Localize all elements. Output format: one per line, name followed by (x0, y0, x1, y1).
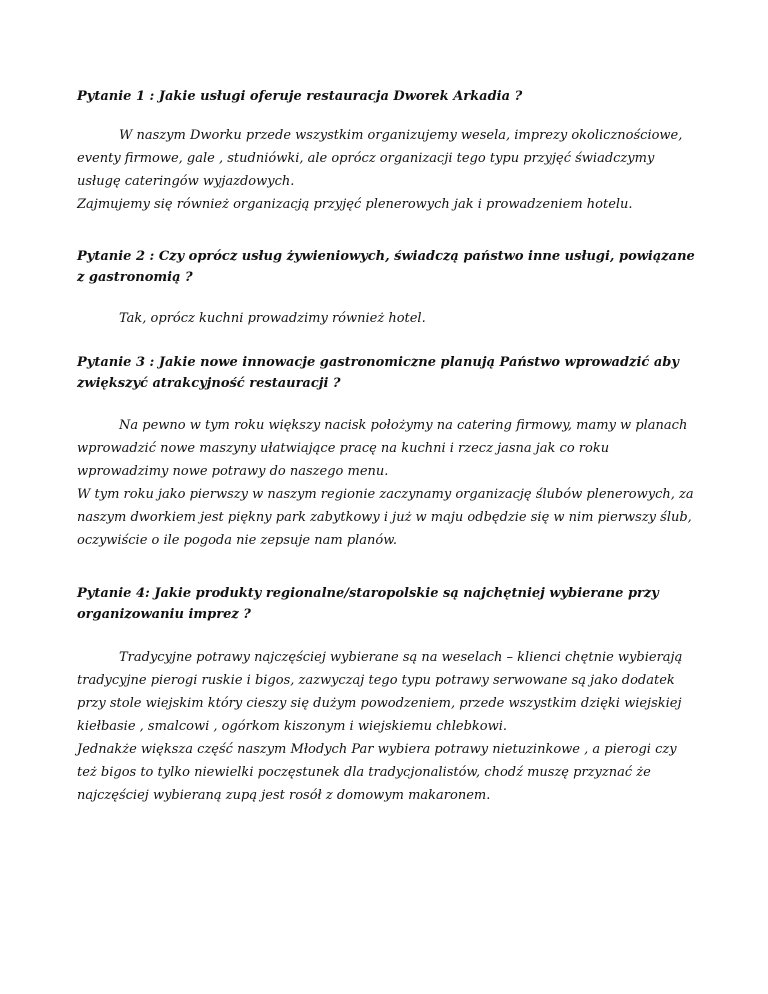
answer-2-paragraph-1: Tak, oprócz kuchni prowadzimy również hotel. (119, 311, 426, 326)
answer-2 (77, 307, 697, 330)
answer-1-paragraph-2: Zajmujemy się również organizacją przyjęć plenerowych jak i prowadzeniem hotelu. (77, 197, 633, 212)
answer-3-paragraph-1: Na pewno w tym roku większy nacisk położymy na catering firmowy, mamy w planach wprowadzić nowe maszyny ułatwiające pracę na kuchni i rzecz jasna jak co roku wprowadzimy nowe potrawy do naszego menu. (77, 418, 688, 479)
answer-4-paragraph-1: Tradycyjne potrawy najczęściej wybierane są na weselach – klienci chętnie wybierają tradycyjne pierogi ruskie i bigos, zazwyczaj tego typu potrawy serwowane są jako dodatek przy stole wiejskim który cieszy się dużym powodzeniem, przede wszystkim dzięki wiejskiej kiełbasie , smalcowi , ogórkom kiszonym i wiejskiemu chlebkowi. (77, 650, 683, 734)
qa-block-3 (77, 352, 697, 552)
answer-4 (77, 646, 697, 807)
qa-block-1 (77, 86, 697, 216)
qa-block-4 (77, 583, 697, 807)
question-1: Pytanie 1 : Jakie usługi oferuje restauracja Dworek Arkadia ? (77, 89, 523, 104)
question-2: Pytanie 2 : Czy oprócz usług żywieniowych, świadczą państwo inne usługi, powiązane z gastronomią ? (77, 249, 695, 285)
question-3: Pytanie 3 : Jakie nowe innowacje gastronomiczne planują Państwo wprowadzić aby zwiększyć atrakcyjność restauracji ? (77, 355, 679, 391)
answer-4-paragraph-2: Jednakże większa część naszym Młodych Par wybiera potrawy nietuzinkowe , a pierogi czy też bigos to tylko niewielki poczęstunek dla tradycjonalistów, chodź muszę przyznać że najczęściej wybieraną zupą jest rosół z domowym makaronem. (77, 742, 677, 803)
qa-block-2 (77, 246, 697, 330)
answer-3-paragraph-2: W tym roku jako pierwszy w naszym regionie zaczynamy organizację ślubów plenerowych, za naszym dworkiem jest piękny park zabytkowy i już w maju odbędzie się w nim pierwszy ślub, oczywiście o ile pogoda nie zepsuje nam planów. (77, 487, 694, 548)
answer-1-paragraph-1: W naszym Dworku przede wszystkim organizujemy wesela, imprezy okolicznościowe, eventy firmowe, gale , studniówki, ale oprócz organizacji tego typu przyjęć świadczymy usługę cateringów wyjazdowych. (77, 128, 683, 189)
answer-1 (77, 124, 697, 216)
answer-3 (77, 414, 697, 552)
question-4: Pytanie 4: Jakie produkty regionalne/staropolskie są najchętniej wybierane przy organizowaniu imprez ? (77, 586, 659, 622)
